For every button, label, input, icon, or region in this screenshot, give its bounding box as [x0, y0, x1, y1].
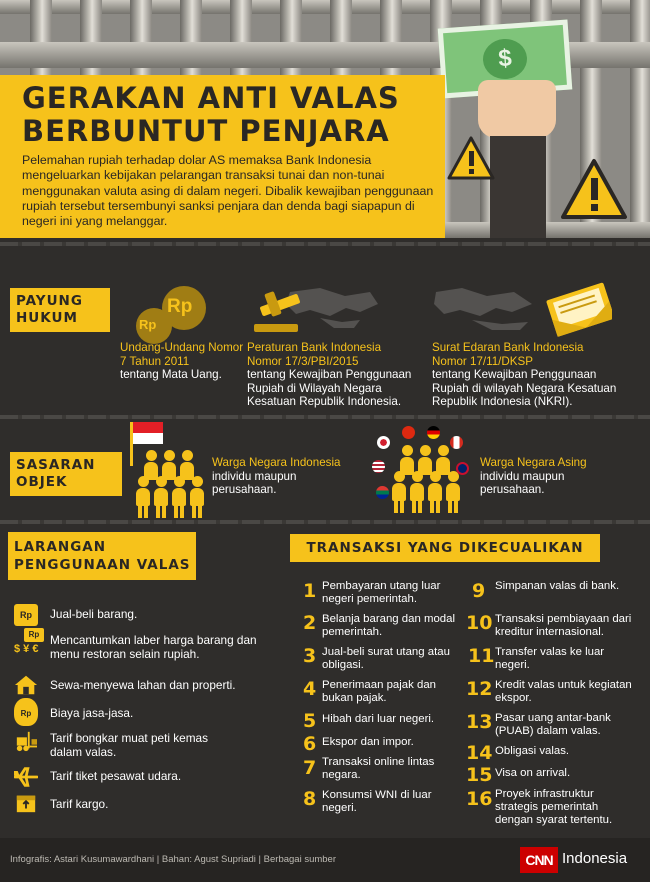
larangan-item: Tarif kargo. [50, 797, 109, 811]
item-number: 15 [466, 764, 493, 786]
item-number: 12 [466, 678, 493, 700]
item-number: 9 [472, 580, 486, 602]
item-desc: tentang Kewajiban Penggunaan Rupiah di Wilayah Negara Kesatuan Republik Indonesia. [247, 368, 412, 408]
dikecualikan-item: Konsumsi WNI di luar negeri. [322, 789, 432, 815]
dikecualikan-item: Obligasi valas. [495, 745, 570, 757]
dikecualikan-item: Proyek infrastruktur strategis pemerintah dengan syarat tertentu. [495, 788, 613, 827]
people-group-icon [390, 445, 470, 515]
people-group-icon [134, 450, 214, 518]
forklift-icon [14, 730, 38, 752]
flag-indonesia-icon [133, 422, 163, 444]
section-label-dikecualikan: TRANSAKSI YANG DIKECUALIKAN [290, 534, 600, 562]
label-line: HUKUM [16, 310, 78, 326]
item-number: 8 [303, 788, 317, 810]
currency-symbols: $ ¥ € [14, 643, 39, 655]
label-line: SASARAN [16, 457, 96, 473]
dikecualikan-item: Penerimaan pajak dan bukan pajak. [322, 679, 436, 705]
item-desc: individu maupun perusahaan. [212, 469, 297, 496]
flag-germany-icon [427, 426, 440, 439]
item-title: Warga Negara Asing [480, 456, 587, 469]
item-number: 7 [303, 757, 317, 779]
header [0, 0, 650, 238]
item-title: Peraturan Bank Indonesia Nomor 17/3/PBI/2015 [247, 341, 382, 368]
cnn-logo: CNN [520, 847, 558, 873]
label-line: PAYUNG [16, 293, 83, 309]
payung-hukum-item [120, 341, 245, 382]
item-number: 10 [466, 612, 493, 634]
payung-hukum-item [432, 341, 632, 409]
dikecualikan-item: Transaksi pembiayaan dari kreditur internasional. [495, 613, 632, 639]
dikecualikan-item: Transfer valas ke luar negeri. [495, 646, 605, 672]
dikecualikan-item: Hibah dari luar negeri. [322, 713, 435, 725]
dikecualikan-item: Belanja barang dan modal pemerintah. [322, 613, 455, 639]
hand-icon [478, 80, 556, 138]
gavel-map-icon [250, 282, 380, 338]
larangan-item: Jual-beli barang. [50, 607, 138, 621]
item-number: 6 [303, 733, 317, 755]
dikecualikan-item: Jual-beli surat utang atau obligasi. [322, 646, 450, 672]
divider [0, 415, 650, 419]
warning-icon [447, 136, 495, 180]
title-line: BERBUNTUT PENJARA [22, 114, 390, 148]
divider [0, 520, 650, 524]
price-tag-icon [14, 628, 50, 662]
intro-paragraph: Pelemahan rupiah terhadap dolar AS memaksa Bank Indonesia mengeluarkan kebijakan pelarangan transaksi tunai dan non-tunai menggunakan valuta asing di dalam negeri. Dibalik kewajiban penggunaan rupiah tersebut tersembunyi sanksi penjara dan denda bagi siapapun di negeri ini yang melanggar. [22, 153, 434, 229]
dikecualikan-item: Ekspor dan impor. [322, 736, 414, 748]
larangan-item: Tarif bongkar muat peti kemas dalam valas. [50, 731, 209, 759]
cnn-logo-subtitle: Indonesia [562, 850, 628, 867]
item-title: Warga Negara Indonesia [212, 456, 341, 469]
coin-text: Rp [167, 296, 193, 317]
warning-icon [560, 158, 628, 220]
item-number: 1 [303, 580, 317, 602]
label-line: LARANGAN [14, 539, 107, 555]
dikecualikan-item: Simpanan valas di bank. [495, 580, 620, 592]
item-number: 11 [468, 645, 495, 667]
tag-rp: Rp [24, 628, 44, 642]
section-label-larangan [8, 532, 196, 580]
sleeve [490, 136, 546, 238]
dikecualikan-item: Pasar uang antar-bank (PUAB) dalam valas. [495, 712, 611, 738]
divider [0, 242, 650, 246]
dikecualikan-item: Pembayaran utang luar negeri pemerintah. [322, 580, 441, 606]
page-title [22, 82, 442, 148]
flag-china-icon [402, 426, 415, 439]
section-label-sasaran-objek [10, 452, 122, 496]
larangan-item: Tarif tiket pesawat udara. [50, 769, 182, 783]
flag-south-africa-icon [376, 486, 389, 499]
dikecualikan-item: Kredit valas untuk kegiatan ekspor. [495, 679, 632, 705]
larangan-item: Mencantumkan laber harga barang dan menu restoran selain rupiah. [50, 633, 257, 661]
item-title: Surat Edaran Bank Indonesia Nomor 17/11/DKSP [432, 341, 584, 368]
section-label-payung-hukum [10, 288, 110, 332]
box-icon [14, 792, 38, 814]
item-number: 3 [303, 645, 317, 667]
item-number: 14 [466, 742, 493, 764]
item-number: 4 [303, 678, 317, 700]
credits: Infografis: Astari Kusumawardhani | Bahan: Agust Supriadi | Berbagai sumber [10, 854, 337, 865]
flag-japan-icon [377, 436, 390, 449]
title-line: GERAKAN ANTI VALAS [22, 81, 400, 115]
sasaran-item [212, 456, 372, 497]
item-number: 5 [303, 710, 317, 732]
envelope-map-icon [432, 282, 612, 338]
item-number: 2 [303, 612, 317, 634]
dikecualikan-item: Visa on arrival. [495, 767, 571, 779]
footer [0, 838, 650, 882]
item-title: Undang-Undang Nomor 7 Tahun 2011 [120, 341, 244, 368]
item-desc: individu maupun perusahaan. [480, 469, 565, 496]
item-desc: tentang Mata Uang. [120, 368, 222, 381]
payung-hukum-item [247, 341, 427, 409]
content [0, 238, 650, 882]
bag-icon: Rp [14, 604, 38, 626]
coin-text: Rp [139, 317, 157, 332]
dikecualikan-item: Transaksi online lintas negara. [322, 756, 435, 782]
money-bag-icon: Rp [14, 698, 38, 726]
larangan-item: Sewa-menyewa lahan dan properti. [50, 678, 236, 692]
item-desc: tentang Kewajiban Penggunaan Rupiah di wilayah Negara Kesatuan Republik Indonesia (NKRI). [432, 368, 617, 408]
airplane-icon [14, 766, 38, 788]
item-number: 16 [466, 788, 493, 810]
dollar-icon: $ [482, 38, 529, 81]
label-line: PENGGUNAAN VALAS [14, 557, 191, 573]
flag-usa-icon [372, 460, 385, 473]
label-line: OBJEK [16, 474, 68, 490]
item-number: 13 [466, 711, 493, 733]
house-icon [14, 674, 38, 696]
larangan-item: Biaya jasa-jasa. [50, 706, 134, 720]
sasaran-item [480, 456, 640, 497]
prison-bar [630, 0, 650, 238]
